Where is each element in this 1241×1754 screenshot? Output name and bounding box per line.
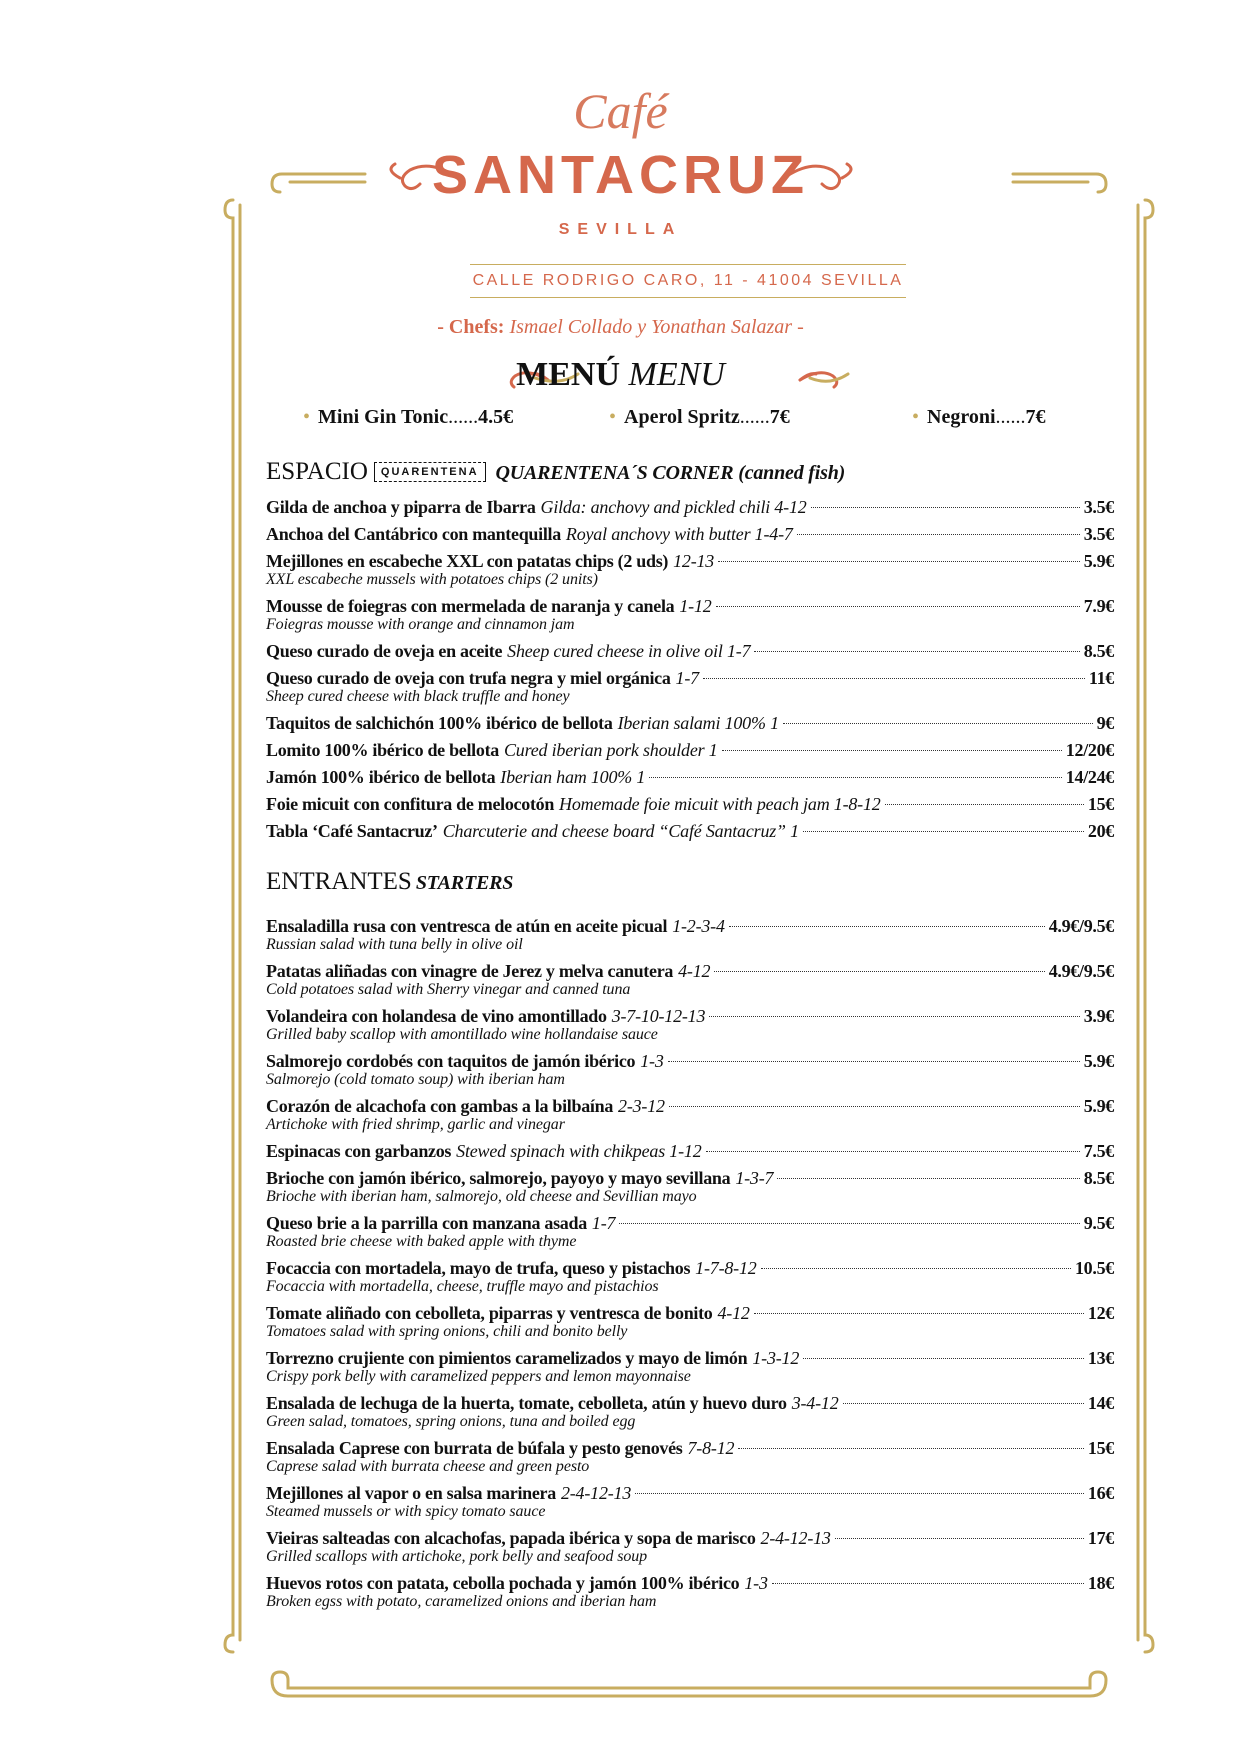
menu-item-name: Huevos rotos con patata, cebolla pochada y jamón 100% ibérico xyxy=(266,1573,740,1593)
menu-item-line xyxy=(266,1049,1114,1073)
menu-item-line xyxy=(266,666,1114,690)
quarentena-logo: QUARENTENA xyxy=(374,462,486,482)
menu-item-name: Torrezno crujiente con pimientos caramelizados y mayo de limón xyxy=(266,1348,748,1368)
menu-item-description: Royal anchovy with butter 1-4-7 xyxy=(565,524,793,544)
menu-item-description: 2-3-12 xyxy=(618,1096,665,1116)
menu-item-description: 1-3-12 xyxy=(752,1348,800,1368)
dotted-leader xyxy=(738,1448,1084,1449)
menu-item-line xyxy=(266,1004,1114,1028)
menu-item-name: Volandeira con holandesa de vino amontillado xyxy=(266,1006,607,1026)
menu-item-translation: Russian salad with tuna belly in olive oil xyxy=(266,936,523,953)
menu-item-price: 5.9€ xyxy=(1083,1051,1114,1071)
menu-item-translation: Artichoke with fried shrimp, garlic and vinegar xyxy=(266,1116,565,1133)
menu-item-price: 5.9€ xyxy=(1083,551,1114,571)
drinks-row xyxy=(0,406,1241,434)
menu-item xyxy=(266,1526,1114,1566)
bullet-icon: • xyxy=(303,406,311,428)
dotted-leader xyxy=(885,804,1084,805)
dotted-leader xyxy=(669,1106,1080,1107)
menu-item-line xyxy=(266,639,1114,663)
menu-item-name: Anchoa del Cantábrico con mantequilla xyxy=(266,524,561,544)
menu-item-name: Focaccia con mortadela, mayo de trufa, queso y pistachos xyxy=(266,1258,691,1278)
menu-item-line xyxy=(266,792,1114,816)
menu-item-price: 15€ xyxy=(1087,794,1114,814)
dotted-leader xyxy=(649,777,1062,778)
menu-item-name: Lomito 100% ibérico de bellota xyxy=(266,740,499,760)
menu-item-description: 1-3 xyxy=(744,1573,768,1593)
dotted-leader xyxy=(729,926,1045,927)
menu-item-translation: Crispy pork belly with caramelized peppers and lemon mayonnaise xyxy=(266,1368,691,1385)
menu-item-name: Queso curado de oveja con trufa negra y miel orgánica xyxy=(266,668,671,688)
menu-item xyxy=(266,738,1114,762)
menu-item xyxy=(266,1346,1114,1386)
menu-item-line xyxy=(266,711,1114,735)
dotted-leader xyxy=(843,1403,1084,1404)
menu-item-price: 8.5€ xyxy=(1083,641,1114,661)
menu-item-name: Patatas aliñadas con vinagre de Jerez y melva canutera xyxy=(266,961,674,981)
menu-item-name: Foie micuit con confitura de melocotón xyxy=(266,794,555,814)
menu-item xyxy=(266,1166,1114,1206)
menu-item-description: Gilda: anchovy and pickled chili 4-12 xyxy=(540,497,807,517)
menu-item-name: Ensalada Caprese con burrata de búfala y pesto genovés xyxy=(266,1438,683,1458)
menu-item-line xyxy=(266,1436,1114,1460)
menu-item-name: Gilda de anchoa y piparra de Ibarra xyxy=(266,497,536,517)
section-heading-starters xyxy=(266,868,513,896)
menu-item-price: 4.9€/9.5€ xyxy=(1048,961,1114,981)
menu-title-es: MENÚ xyxy=(516,356,621,393)
menu-item-line xyxy=(266,549,1114,573)
dotted-leader xyxy=(718,561,1080,562)
menu-item-name: Tomate aliñado con cebolleta, piparras y ventresca de bonito xyxy=(266,1303,713,1323)
menu-item xyxy=(266,819,1114,843)
menu-item xyxy=(266,639,1114,663)
drink-item: • Aperol Spritz......7€ xyxy=(609,406,790,428)
menu-item-price: 8.5€ xyxy=(1083,1168,1114,1188)
menu-item-description: 1-3-7 xyxy=(735,1168,774,1188)
menu-item-description: Iberian ham 100% 1 xyxy=(500,767,646,787)
menu-item-name: Brioche con jamón ibérico, salmorejo, payoyo y mayo sevillana xyxy=(266,1168,731,1188)
dotted-leader xyxy=(714,971,1044,972)
menu-item-description: 2-4-12-13 xyxy=(760,1528,831,1548)
menu-item-line xyxy=(266,1139,1114,1163)
dotted-leader xyxy=(754,1313,1084,1314)
chefs-line xyxy=(0,316,1241,339)
menu-item xyxy=(266,914,1114,954)
menu-item-translation: Tomatoes salad with spring onions, chili and bonito belly xyxy=(266,1323,628,1340)
menu-item xyxy=(266,765,1114,789)
menu-item xyxy=(266,1571,1114,1611)
menu-item-price: 9€ xyxy=(1096,713,1114,733)
menu-item xyxy=(266,1004,1114,1044)
menu-item-price: 4.9€/9.5€ xyxy=(1048,916,1114,936)
menu-item-name: Salmorejo cordobés con taquitos de jamón ibérico xyxy=(266,1051,636,1071)
bullet-icon: • xyxy=(912,406,920,428)
menu-item-price: 7.9€ xyxy=(1083,596,1114,616)
menu-item-name: Mejillones al vapor o en salsa marinera xyxy=(266,1483,556,1503)
menu-item-translation: Foiegras mousse with orange and cinnamon jam xyxy=(266,616,575,633)
city-subtitle: SEVILLA xyxy=(558,221,683,238)
menu-item-description: 1-3 xyxy=(640,1051,664,1071)
menu-item-translation: Salmorejo (cold tomato soup) with iberian ham xyxy=(266,1071,565,1088)
menu-item xyxy=(266,711,1114,735)
menu-item-line xyxy=(266,959,1114,983)
menu-item-translation: Green salad, tomatoes, spring onions, tuna and boiled egg xyxy=(266,1413,636,1430)
menu-item xyxy=(266,1436,1114,1476)
menu-item-description: 1-7 xyxy=(591,1213,616,1233)
menu-item-description: Stewed spinach with chikpeas 1-12 xyxy=(456,1141,702,1161)
menu-item xyxy=(266,522,1114,546)
quarentena-items xyxy=(266,495,1114,846)
menu-item-price: 5.9€ xyxy=(1083,1096,1114,1116)
menu-item-translation: Caprese salad with burrata cheese and green pesto xyxy=(266,1458,590,1475)
menu-item-description: 1-2-3-4 xyxy=(672,916,725,936)
menu-item-line xyxy=(266,914,1114,938)
menu-item-translation: Roasted brie cheese with baked apple with thyme xyxy=(266,1233,577,1250)
menu-item-price: 3.5€ xyxy=(1083,497,1114,517)
menu-item xyxy=(266,1256,1114,1296)
menu-item-translation: Grilled scallops with artichoke, pork belly and seafood soup xyxy=(266,1548,648,1565)
menu-item-description: 1-12 xyxy=(679,596,712,616)
menu-item-price: 20€ xyxy=(1087,821,1114,841)
menu-item-translation: Cold potatoes salad with Sherry vinegar and canned tuna xyxy=(266,981,631,998)
menu-item-description: 3-4-12 xyxy=(791,1393,839,1413)
menu-item-line xyxy=(266,765,1114,789)
menu-item-line xyxy=(266,738,1114,762)
menu-title-en: MENU xyxy=(628,356,725,393)
menu-item xyxy=(266,1049,1114,1089)
menu-item-translation: Broken egss with potato, caramelized onions and iberian ham xyxy=(266,1593,657,1610)
menu-item-translation: Focaccia with mortadella, cheese, truffle mayo and pistachios xyxy=(266,1278,659,1295)
menu-item-price: 11€ xyxy=(1088,668,1114,688)
menu-item-line xyxy=(266,495,1114,519)
menu-item-price: 10.5€ xyxy=(1074,1258,1114,1278)
menu-item-description: Homemade foie micuit with peach jam 1-8-12 xyxy=(559,794,881,814)
menu-item xyxy=(266,666,1114,706)
dotted-leader xyxy=(703,678,1085,679)
dotted-leader xyxy=(777,1178,1079,1179)
brand-title: SANTACRUZ xyxy=(432,145,809,205)
section-title-en: STARTERS xyxy=(415,872,514,894)
menu-item-description: 12-13 xyxy=(673,551,715,571)
menu-item-line xyxy=(266,1094,1114,1118)
menu-item-description: Sheep cured cheese in olive oil 1-7 xyxy=(507,641,751,661)
menu-item-price: 14/24€ xyxy=(1065,767,1114,787)
menu-item-name: Jamón 100% ibérico de bellota xyxy=(266,767,496,787)
menu-item xyxy=(266,1094,1114,1134)
section-title-es: ESPACIO xyxy=(266,458,368,485)
menu-item-line xyxy=(266,1256,1114,1280)
menu-item-price: 18€ xyxy=(1087,1573,1114,1593)
menu-item-name: Espinacas con garbanzos xyxy=(266,1141,452,1161)
menu-item-description: 7-8-12 xyxy=(687,1438,735,1458)
menu-item xyxy=(266,594,1114,634)
menu-item-price: 9.5€ xyxy=(1083,1213,1114,1233)
menu-item-translation: XXL escabeche mussels with potatoes chips (2 units) xyxy=(266,571,598,588)
menu-item-line xyxy=(266,1211,1114,1235)
menu-item-line xyxy=(266,1526,1114,1550)
menu-item xyxy=(266,959,1114,999)
menu-item xyxy=(266,1139,1114,1163)
dotted-leader xyxy=(835,1538,1084,1539)
dotted-leader xyxy=(797,534,1080,535)
dotted-leader xyxy=(811,507,1080,508)
menu-item xyxy=(266,495,1114,519)
menu-item-description: 1-7 xyxy=(675,668,699,688)
drink-item: • Negroni......7€ xyxy=(912,406,1046,428)
menu-item-name: Corazón de alcachofa con gambas a la bilbaína xyxy=(266,1096,614,1116)
section-heading-quarentena xyxy=(266,458,845,486)
bullet-icon: • xyxy=(609,406,617,428)
menu-item-price: 17€ xyxy=(1087,1528,1114,1548)
menu-item-name: Mousse de foiegras con mermelada de naranja y canela xyxy=(266,596,675,616)
menu-item-price: 14€ xyxy=(1087,1393,1114,1413)
menu-item-translation: Grilled baby scallop with amontillado wine hollandaise sauce xyxy=(266,1026,658,1043)
menu-item-translation: Steamed mussels or with spicy tomato sauce xyxy=(266,1503,546,1520)
menu-item-line xyxy=(266,1166,1114,1190)
menu-item-price: 15€ xyxy=(1087,1438,1114,1458)
dotted-leader xyxy=(668,1061,1080,1062)
menu-item-price: 12€ xyxy=(1087,1303,1114,1323)
menu-item-description: Cured iberian pork shoulder 1 xyxy=(503,740,718,760)
address-bar: CALLE RODRIGO CARO, 11 - 41004 SEVILLA xyxy=(470,264,906,298)
menu-item xyxy=(266,1391,1114,1431)
menu-item-line xyxy=(266,522,1114,546)
menu-item-price: 7.5€ xyxy=(1083,1141,1114,1161)
dotted-leader xyxy=(772,1583,1084,1584)
menu-item-line xyxy=(266,1301,1114,1325)
dotted-leader xyxy=(783,723,1093,724)
menu-item-description: 4-12 xyxy=(717,1303,750,1323)
menu-item-line xyxy=(266,1346,1114,1370)
drink-item: • Mini Gin Tonic......4.5€ xyxy=(303,406,514,428)
menu-item xyxy=(266,792,1114,816)
dotted-leader xyxy=(803,1358,1084,1359)
menu-item-description: 1-7-8-12 xyxy=(695,1258,757,1278)
dotted-leader xyxy=(635,1493,1084,1494)
menu-item-description: Charcuterie and cheese board “Café Santacruz” 1 xyxy=(442,821,799,841)
menu-item-price: 12/20€ xyxy=(1065,740,1114,760)
dotted-leader xyxy=(709,1016,1079,1017)
dotted-leader xyxy=(619,1223,1079,1224)
menu-item-name: Queso brie a la parrilla con manzana asada xyxy=(266,1213,587,1233)
menu-item-name: Ensalada de lechuga de la huerta, tomate, cebolleta, atún y huevo duro xyxy=(266,1393,787,1413)
menu-item-name: Ensaladilla rusa con ventresca de atún en aceite picual xyxy=(266,916,668,936)
menu-item-price: 13€ xyxy=(1087,1348,1114,1368)
menu-item-line xyxy=(266,1571,1114,1595)
menu-item-description: 3-7-10-12-13 xyxy=(611,1006,706,1026)
menu-item xyxy=(266,549,1114,589)
cafe-script-logo: Café xyxy=(573,83,668,139)
menu-item-line xyxy=(266,1391,1114,1415)
dotted-leader xyxy=(754,651,1079,652)
menu-item-name: Mejillones en escabeche XXL con patatas chips (2 uds) xyxy=(266,551,669,571)
dotted-leader xyxy=(803,831,1084,832)
menu-item xyxy=(266,1481,1114,1521)
dotted-leader xyxy=(761,1268,1071,1269)
chefs-names: Ismael Collado y Yonathan Salazar - xyxy=(509,316,804,338)
menu-item-description: Iberian salami 100% 1 xyxy=(617,713,779,733)
menu-item-line xyxy=(266,594,1114,618)
menu-item-name: Tabla ‘Café Santacruz’ xyxy=(266,821,438,841)
menu-item-name: Vieiras salteadas con alcachofas, papada ibérica y sopa de marisco xyxy=(266,1528,756,1548)
menu-item-price: 3.5€ xyxy=(1083,524,1114,544)
menu-item xyxy=(266,1211,1114,1251)
menu-item-name: Taquitos de salchichón 100% ibérico de bellota xyxy=(266,713,613,733)
dotted-leader xyxy=(706,1151,1080,1152)
menu-item xyxy=(266,1301,1114,1341)
section-title-es: ENTRANTES xyxy=(266,868,412,895)
menu-item-description: 2-4-12-13 xyxy=(560,1483,632,1503)
menu-item-name: Queso curado de oveja en aceite xyxy=(266,641,503,661)
chefs-label: - Chefs: xyxy=(437,316,505,338)
menu-item-translation: Sheep cured cheese with black truffle and honey xyxy=(266,688,570,705)
menu-item-translation: Brioche with iberian ham, salmorejo, old cheese and Sevillian mayo xyxy=(266,1188,697,1205)
menu-item-price: 16€ xyxy=(1087,1483,1114,1503)
starters-items xyxy=(266,914,1114,1616)
menu-item-line xyxy=(266,819,1114,843)
menu-item-description: 4-12 xyxy=(678,961,711,981)
menu-item-price: 3.9€ xyxy=(1083,1006,1114,1026)
dotted-leader xyxy=(716,606,1080,607)
menu-title xyxy=(0,356,1241,394)
menu-item-line xyxy=(266,1481,1114,1505)
dotted-leader xyxy=(722,750,1062,751)
section-title-en: QUARENTENA´S CORNER (canned fish) xyxy=(495,462,846,484)
